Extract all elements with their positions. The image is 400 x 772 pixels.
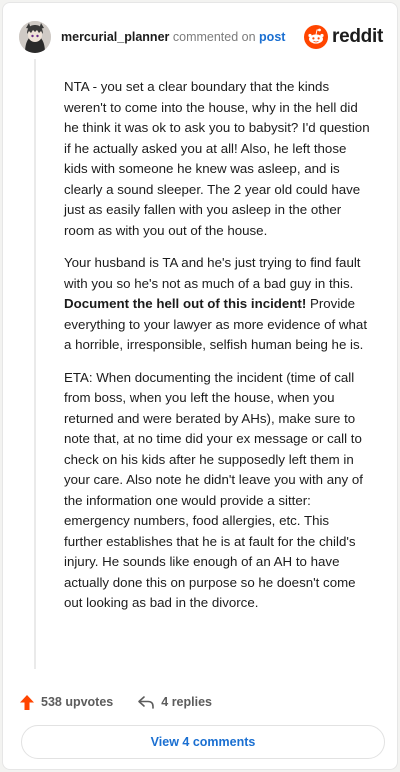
post-link[interactable]: post <box>259 30 286 44</box>
comment-card <box>2 2 398 770</box>
comment-body <box>64 77 370 657</box>
reddit-snoo-icon <box>304 25 328 49</box>
reddit-brand[interactable] <box>304 25 383 49</box>
replies-count: 4 replies <box>161 695 212 709</box>
avatar[interactable] <box>19 21 51 53</box>
comment-header <box>19 19 383 55</box>
username-link[interactable]: mercurial_planner <box>61 30 170 44</box>
paragraph-2-end: Provide everything to your lawyer as more evidence of what a horrible, irresponsible, selfish human being he is. <box>64 296 368 352</box>
avatar-illustration <box>19 21 51 53</box>
reply-arrow-icon <box>137 694 155 710</box>
upvote-arrow-icon <box>19 694 35 711</box>
comment-paragraph-3: ETA: When documenting the incident (time of call from boss, when you left the house, when you returned and were berated by AHs), make sure to note that, at no time did your ex message or call to check on his kids after he supposedly left them in your care. Also note he didn't leave you with any of the information one would provide a sitter: emergency numbers, food allergies, etc. This further establishes that he is at fault for the child's injury. He sounds like enough of an AH to have actually done this on purpose so he doesn't come out looking as bad in the divorce. <box>64 369 363 610</box>
paragraph-2-bold: Document the hell out of this incident! <box>64 296 307 311</box>
paragraph-2-start: Your husband is TA and he's just trying to find fault with you so he's not as much of a bad guy in this. <box>64 255 361 291</box>
commented-on-text: commented on <box>172 30 256 44</box>
comment-actions <box>19 691 212 713</box>
comment-paragraph-1: NTA - you set a clear boundary that the kinds weren't to come into the house, why in the hell did he think it was ok to ask you to babysit? I'd question if he actually asked you at all! Also, he left those kids with someone he knew was asleep, and is clearly a sound sleeper. The 2 year old could have just as easily fallen with you asleep in the other room as with you out of the house. <box>64 79 370 238</box>
replies-button[interactable] <box>137 694 212 710</box>
thread-rail <box>34 59 36 669</box>
upvote-button[interactable] <box>19 694 113 711</box>
upvote-count: 538 upvotes <box>41 695 114 709</box>
view-comments-button[interactable]: View 4 comments <box>21 725 385 759</box>
comment-paragraph-2 <box>64 253 370 356</box>
header-meta <box>61 30 285 44</box>
reddit-wordmark: reddit <box>332 26 383 47</box>
